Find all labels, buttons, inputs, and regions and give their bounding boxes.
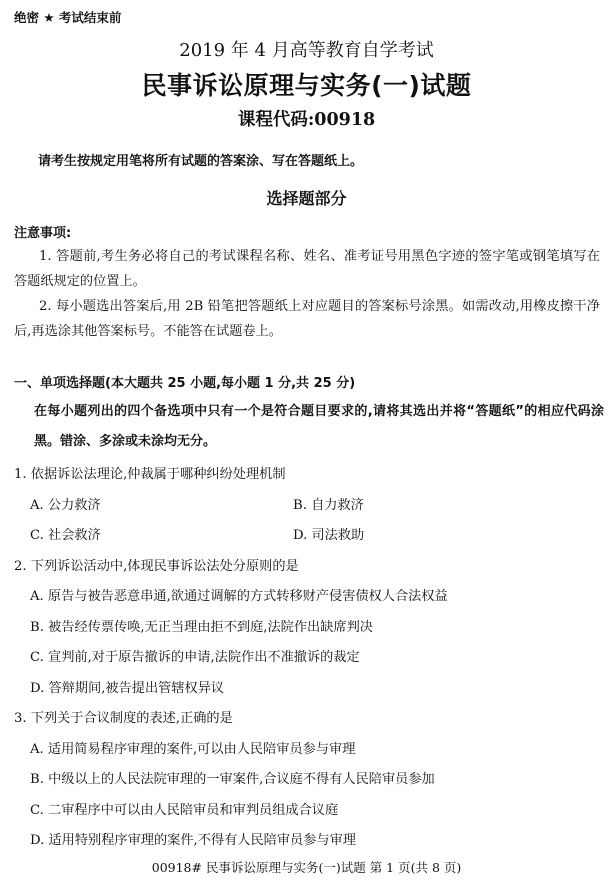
exam-title: 2019 年 4 月高等教育自学考试: [179, 40, 434, 61]
note-item: 1. 答题前,考生务必将自己的考试课程名称、姓名、准考证号用黑色字迹的签字笔或钢笔填写在答题纸规定的位置上。: [14, 249, 600, 289]
part-heading: 一、单项选择题(本大题共 25 小题,每小题 1 分,共 25 分): [14, 376, 356, 391]
section-heading: 选择题部分: [266, 189, 347, 208]
question-option: C. 二审程序中可以由人民陪审员和审判员组成合议庭: [30, 803, 339, 818]
notes-heading: 注意事项:: [14, 226, 72, 241]
question-option: D. 适用特别程序审理的案件,不得有人民陪审员参与审理: [30, 833, 356, 848]
answer-instruction: 请考生按规定用笔将所有试题的答案涂、写在答题纸上。: [38, 154, 364, 169]
question-option: A. 公力救济: [30, 498, 101, 513]
question-stem: 3. 下列关于合议制度的表述,正确的是: [14, 711, 233, 726]
paper-title: 民事诉讼原理与实务(一)试题: [141, 71, 472, 100]
page-footer: 00918# 民事诉讼原理与实务(一)试题 第 1 页(共 8 页): [151, 860, 462, 875]
question-option: D. 司法救助: [293, 528, 365, 543]
question-option: A. 适用简易程序审理的案件,可以由人民陪审员参与审理: [30, 742, 356, 757]
question-option: C. 宣判前,对于原告撤诉的申请,法院作出不准撤诉的裁定: [30, 650, 360, 665]
question-option: A. 原告与被告恶意串通,欲通过调解的方式转移财产侵害债权人合法权益: [30, 589, 448, 604]
secret-mark: 绝密 ★ 考试结束前: [14, 10, 122, 25]
question-option: B. 被告经传票传唤,无正当理由拒不到庭,法院作出缺席判决: [30, 620, 373, 635]
question-option: B. 中级以上的人民法院审理的一审案件,合议庭不得有人民陪审员参加: [30, 772, 435, 787]
question-option: B. 自力救济: [293, 498, 364, 513]
question-option: D. 答辩期间,被告提出管辖权异议: [30, 681, 225, 696]
question-stem: 1. 依据诉讼法理论,仲裁属于哪种纠纷处理机制: [14, 467, 286, 482]
course-code: 课程代码:00918: [237, 110, 376, 130]
question-stem: 2. 下列诉讼活动中,体现民事诉讼法处分原则的是: [14, 559, 299, 574]
note-item: 2. 每小题选出答案后,用 2B 铅笔把答题纸上对应题目的答案标号涂黑。如需改动,用橡皮擦干净后,再选涂其他答案标号。不能答在试题卷上。: [14, 299, 600, 339]
question-option: C. 社会救济: [30, 528, 101, 543]
part-description: 在每小题列出的四个备选项中只有一个是符合题目要求的,请将其选出并将“答题纸”的相应代码涂黑。错涂、多涂或未涂均无分。: [34, 404, 604, 449]
